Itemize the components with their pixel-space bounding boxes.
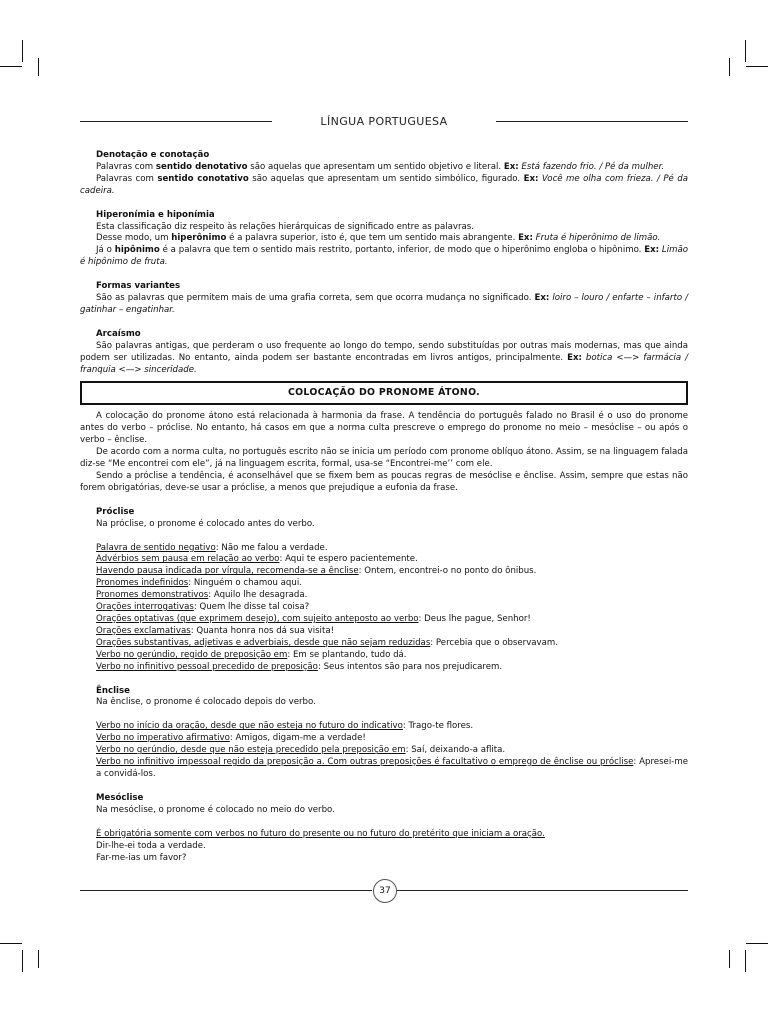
rule-item <box>80 554 688 566</box>
proclise-rule-list <box>80 543 688 674</box>
rule-item <box>80 566 688 578</box>
paragraph: Palavras com sentido conotativo são aquelas que apresentam um sentido simbólico, figurado. Ex: Você me olha com frieza. / Pé da cadeira. <box>80 173 689 196</box>
rule-item <box>80 757 688 781</box>
rule-item <box>80 626 688 638</box>
rule-example: : Quem lhe disse tal coisa? <box>193 602 310 613</box>
rule-item <box>80 614 688 626</box>
crop-mark <box>22 950 23 972</box>
crop-mark <box>745 950 746 972</box>
footer-rule-right <box>396 890 688 891</box>
example-line: Dir-lhe-ei toda a verdade. <box>96 840 206 851</box>
paragraph: Sendo a próclise a tendência, é aconselhável que se fixem bem as poucas regras de mesóclise e ênclise. Assim, sempre que estas não forem obrigatórias, deve-se usar a próclise, a menos que prejudique a eufonia da frase. <box>80 470 688 493</box>
rule-example: : Percebia que o observavam. <box>430 637 559 648</box>
page-number: 37 <box>373 879 397 903</box>
crop-mark <box>0 943 22 944</box>
rule-item <box>80 602 688 614</box>
section-title-variantes: Formas variantes <box>96 281 181 292</box>
section-title-denotacao: Denotação e conotação <box>96 150 210 160</box>
crop-mark <box>729 58 730 76</box>
rule-example: : Aquilo lhe desagrada. <box>208 590 308 601</box>
rule-example: : Seus intentos são para nos prejudicarem. <box>317 661 503 672</box>
rule-example: : Amigos, digam-me a verdade! <box>229 733 366 744</box>
section-title-arcaismo: Arcaísmo <box>96 328 141 339</box>
paragraph: Palavras com sentido denotativo são aquelas que apresentam um sentido objetivo e literal. Ex: Está fazendo frio. / Pé da mulher. <box>96 161 665 172</box>
page-content <box>80 150 688 864</box>
paragraph: Já o hipônimo é a palavra que tem o sentido mais restrito, portanto, inferior, de modo que o hiperônimo engloba o hipônimo. Ex: Limão é hipônimo de fruta. <box>80 245 688 268</box>
crop-mark <box>745 40 746 62</box>
section-title-mesoclise: Mesóclise <box>96 792 144 803</box>
rule-label: Verbo no gerúndio, desde que não esteja precedido pela preposição em <box>96 745 406 756</box>
crop-mark <box>746 943 768 944</box>
rule-example: : Em se plantando, tudo dá. <box>287 649 407 660</box>
paragraph: São as palavras que permitem mais de uma grafia correta, sem que ocorra mudança no significado. Ex: loiro – louro / enfarte – infarto / gatinhar – engatinhar. <box>80 293 688 315</box>
rule-item <box>80 638 688 650</box>
rule-item <box>80 662 688 674</box>
rule-label: Pronomes indefinidos <box>96 578 189 589</box>
rule-label: Havendo pausa indicada por vírgula, recomenda-se a ênclise <box>96 566 359 577</box>
section-title-enclise: Ênclise <box>96 685 130 696</box>
rule-item <box>80 650 688 662</box>
crop-mark <box>22 40 23 62</box>
rule-label: Verbo no gerúndio, regido de preposição em <box>96 649 288 660</box>
rule-label: Palavra de sentido negativo <box>96 542 216 553</box>
rule-example: : Saí, deixando-a aflita. <box>405 745 506 756</box>
rule-example: : Trago-te flores. <box>402 721 474 732</box>
footer-rule-left <box>80 890 372 891</box>
paragraph: Esta classificação diz respeito às relações hierárquicas de significado entre as palavras. <box>96 221 474 232</box>
rule-label: Orações exclamativas <box>96 625 191 636</box>
rule-example: : Não me falou a verdade. <box>215 542 328 553</box>
paragraph: De acordo com a norma culta, no português escrito não se inicia um período com pronome oblíquo átono. Assim, se na linguagem falada diz-se “Me encontrei com ele”, já na linguagem escrita, formal, usa-se “Encontrei-me’’ com ele. <box>80 447 688 470</box>
rule-label: Pronomes demonstrativos <box>96 590 209 601</box>
rule-label: Advérbios sem pausa em relação ao verbo <box>96 554 280 565</box>
rule-label: Orações substantivas, adjetivas e adverbiais, desde que não sejam reduzidas <box>96 637 431 648</box>
rule-example: : Deus lhe pague, Senhor! <box>418 614 531 624</box>
rule-example: : Ontem, encontrei-o no ponto do ônibus. <box>358 566 537 577</box>
rule-item: É obrigatória somente com verbos no futuro do presente ou no futuro do pretérito que iniciam a oração. <box>96 828 545 839</box>
rule-item <box>80 590 688 602</box>
crop-mark <box>38 950 39 968</box>
rule-label: Verbo no imperativo afirmativo <box>96 733 230 744</box>
rule-label: Verbo no infinitivo pessoal precedido de preposição <box>96 661 318 672</box>
section-box-pronome-atono: COLOCAÇÃO DO PRONOME ÁTONO. <box>80 381 688 406</box>
rule-label: Verbo no infinitivo impessoal regido da preposição a. Com outras preposições é facultativo o emprego de ênclise ou próclise <box>96 757 634 768</box>
rule-label: Verbo no início da oração, desde que não esteja no futuro do indicativo <box>96 721 403 732</box>
rule-label: Orações interrogativas <box>96 602 194 613</box>
crop-mark <box>0 66 22 67</box>
rule-example: : Ninguém o chamou aqui. <box>188 578 302 589</box>
paragraph: A colocação do pronome átono está relacionada à harmonia da frase. A tendência do português falado no Brasil é o uso do pronome antes do verbo – próclise. No entanto, há casos em que a norma culta prescreve o emprego do pronome no meio – mesóclise – ou após o verbo – ênclise. <box>80 411 688 446</box>
rule-example: : Aqui te espero pacientemente. <box>279 554 418 565</box>
crop-mark <box>746 66 768 67</box>
example-line: Far-me-ias um favor? <box>96 852 187 863</box>
page-header-title: LÍNGUA PORTUGUESA <box>320 115 448 128</box>
crop-mark <box>38 58 39 76</box>
paragraph: Na próclise, o pronome é colocado antes do verbo. <box>96 518 315 529</box>
rule-label: Orações optativas (que exprimem desejo), com sujeito anteposto ao verbo <box>96 614 419 624</box>
rule-item <box>80 721 688 733</box>
crop-mark <box>729 950 730 968</box>
enclise-rule-list <box>80 721 688 781</box>
rule-item <box>80 543 688 555</box>
rule-example: : Apresei-me a convidá-los. <box>96 757 688 779</box>
paragraph: São palavras antigas, que perderam o uso frequente ao longo do tempo, sendo substituídas por outras mais modernas, mas que ainda podem ser utilizadas. No entanto, ainda podem ser bastante encontradas em livros antigos, principalmente. Ex: botica <—> farmácia / franquia <—> sinceridade. <box>80 340 688 375</box>
paragraph: Na ênclise, o pronome é colocado depois do verbo. <box>96 697 316 708</box>
rule-example: : Quanta honra nos dá sua visita! <box>190 625 335 636</box>
section-title-proclise: Próclise <box>96 506 135 517</box>
paragraph: Desse modo, um hiperônimo é a palavra superior, isto é, que tem um sentido mais abrangente. Ex: Fruta é hiperônimo de limão. <box>96 233 661 244</box>
rule-item <box>80 733 688 745</box>
rule-item <box>80 578 688 590</box>
paragraph: Na mesóclise, o pronome é colocado no meio do verbo. <box>96 804 335 815</box>
rule-item <box>80 745 688 757</box>
section-title-hiperonimia: Hiperonímia e hiponímia <box>96 209 215 220</box>
